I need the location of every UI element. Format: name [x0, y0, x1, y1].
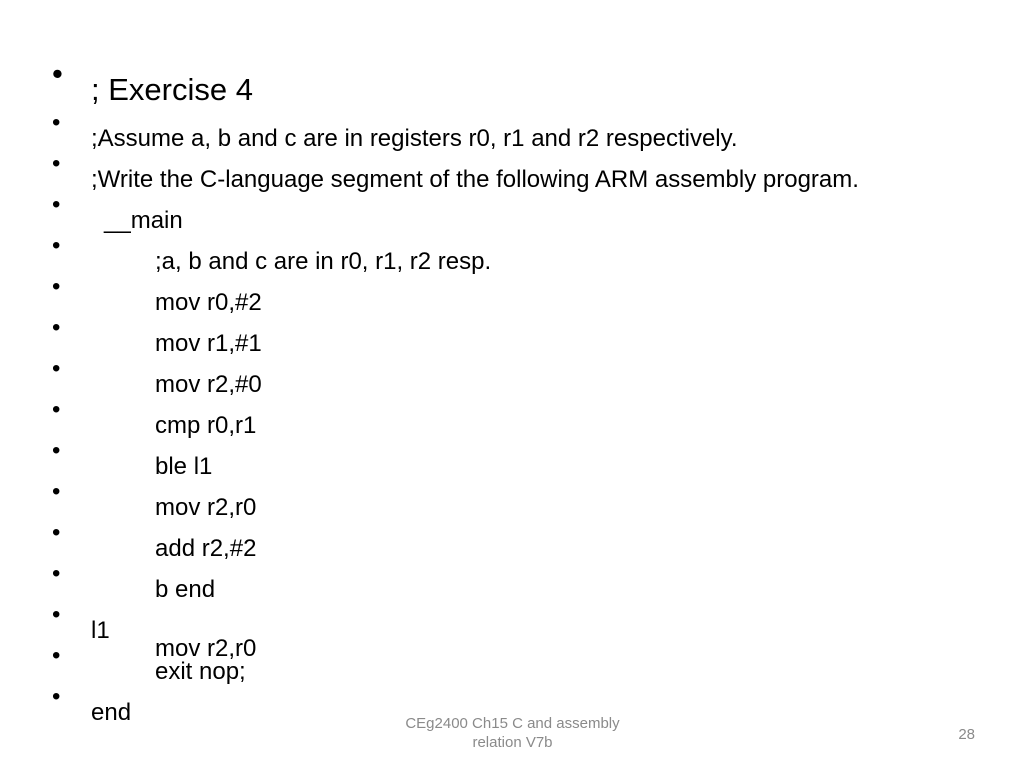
list-item: [0, 419, 1024, 480]
code-text: mov r2,r0: [155, 635, 257, 662]
list-item: [0, 460, 1024, 521]
list-item: [0, 624, 1024, 685]
code-label: l1: [91, 617, 110, 644]
code-text: add r2,#2: [155, 535, 257, 562]
page-number: 28: [958, 726, 975, 743]
bullet-icon: •: [52, 478, 61, 505]
code-text: b end: [155, 576, 216, 603]
bullet-icon: •: [52, 314, 61, 341]
code-text: ;a, b and c are in r0, r1, r2 resp.: [155, 248, 492, 275]
bullet-icon: •: [52, 396, 61, 423]
list-item: [0, 542, 1024, 603]
code-text: mov r2,#0: [155, 371, 262, 398]
code-text: ble l1: [155, 453, 213, 480]
list-item-text: __main: [104, 207, 183, 234]
bullet-icon: •: [52, 683, 61, 710]
list-item: [0, 132, 1024, 193]
bullet-icon: •: [52, 273, 61, 300]
list-item-text: ;Assume a, b and c are in registers r0, r1 and r2 respectively.: [91, 125, 738, 152]
list-item: [0, 91, 1024, 152]
slide-title-line: [0, 38, 1024, 107]
bullet-icon: •: [52, 191, 61, 218]
code-text: mov r2,r0: [155, 494, 257, 521]
slide-title: ; Exercise 4: [91, 72, 253, 107]
code-text: cmp r0,r1: [155, 412, 257, 439]
bullet-icon: •: [52, 519, 61, 546]
bullet-icon: •: [52, 642, 61, 669]
code-text: exit nop;: [155, 658, 246, 685]
bullet-icon: •: [52, 601, 61, 628]
list-item: [0, 337, 1024, 398]
code-text: mov r1,#1: [155, 330, 262, 357]
bullet-icon: •: [52, 232, 61, 259]
code-text: mov r0,#2: [155, 289, 262, 316]
footer-text-line-1: CEg2400 Ch15 C and assembly: [405, 715, 620, 732]
list-item: [0, 214, 1024, 275]
list-item: [0, 583, 1024, 662]
slide-footer: [360, 714, 665, 752]
footer-text-line-2: relation V7b: [472, 734, 553, 751]
list-item-text: end: [91, 699, 132, 726]
list-item: [0, 296, 1024, 357]
bullet-icon: •: [52, 109, 61, 136]
bullet-icon: •: [52, 355, 61, 382]
bullet-icon: •: [52, 437, 61, 464]
bullet-icon: •: [52, 560, 61, 587]
bullet-icon: •: [52, 150, 61, 177]
list-item-text: ;Write the C-language segment of the following ARM assembly program.: [91, 166, 859, 193]
list-item: [0, 378, 1024, 439]
list-item: [0, 173, 1024, 234]
list-item: [0, 255, 1024, 316]
list-item: [0, 501, 1024, 562]
bullet-icon: •: [52, 56, 63, 91]
